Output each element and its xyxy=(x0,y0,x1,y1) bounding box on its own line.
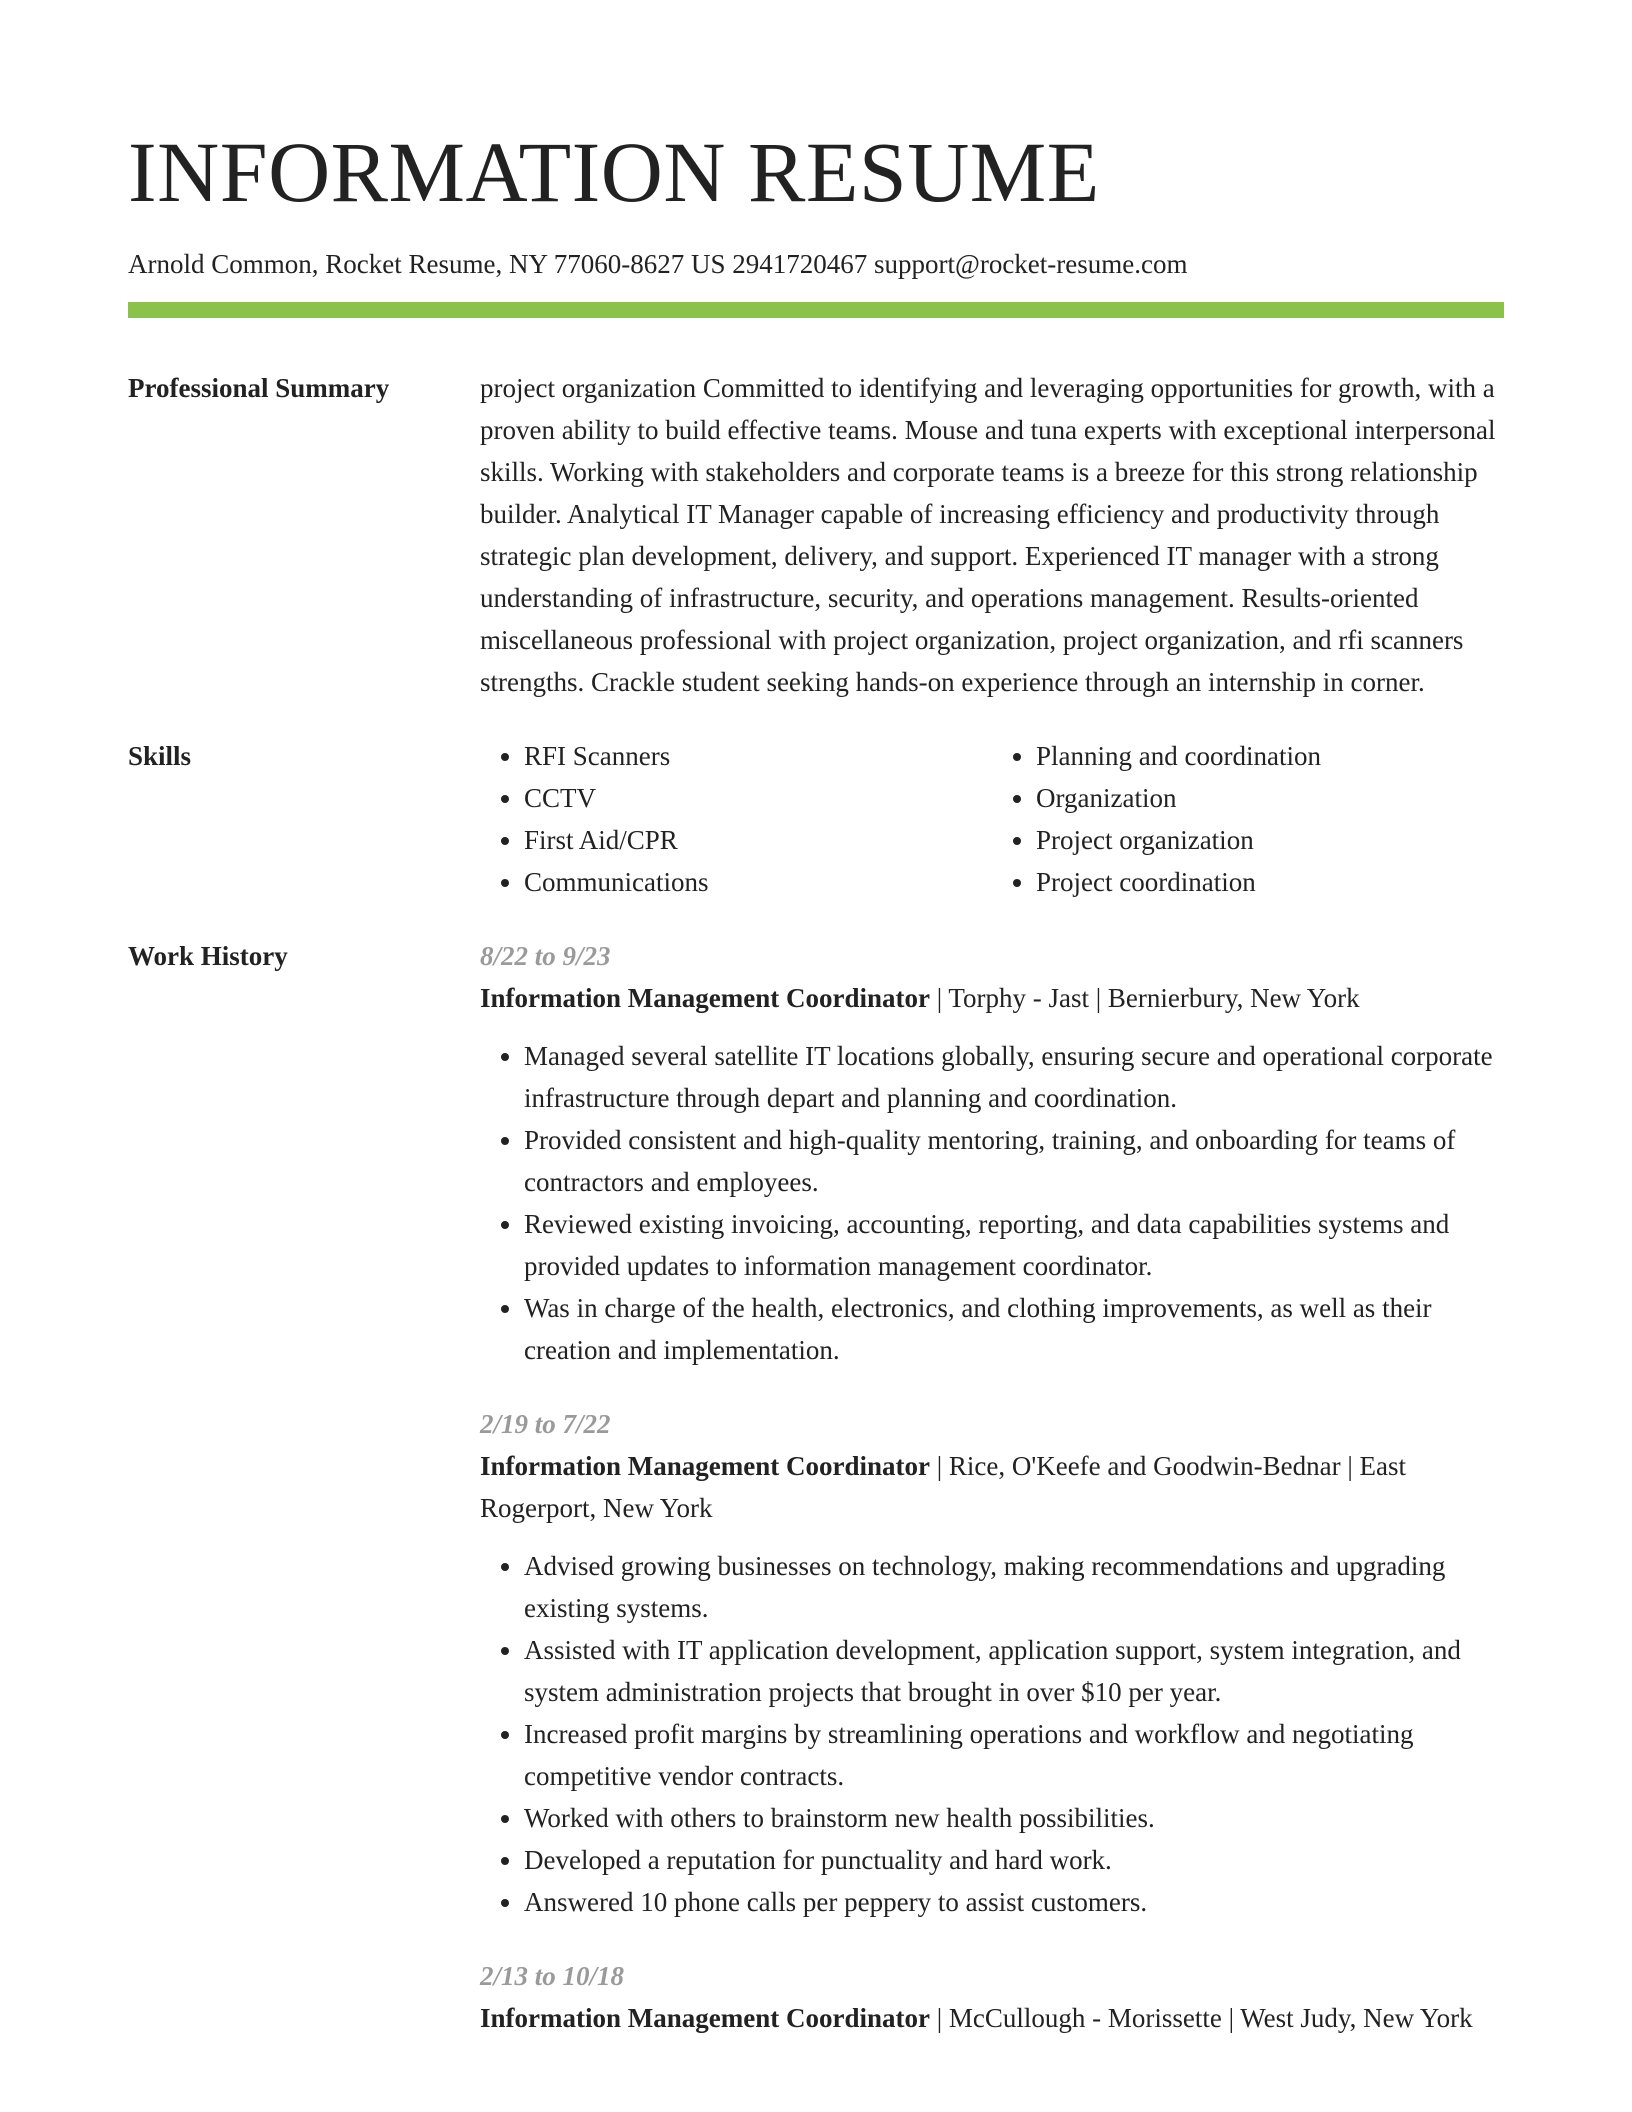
section-title-skills: Skills xyxy=(128,741,192,771)
skill-item: • Project organization xyxy=(1036,819,1504,861)
job-bullet: • Reviewed existing invoicing, accounting, reporting, and data capabilities systems and provided updates to information management coordinator. xyxy=(524,1203,1504,1287)
job-heading xyxy=(480,1445,1504,1529)
job-bullet: • Was in charge of the health, electronics, and clothing improvements, as well as their creation and implementation. xyxy=(524,1287,1504,1371)
skill-item: • Organization xyxy=(1036,777,1504,819)
skill-item: • CCTV xyxy=(524,777,992,819)
job-bullet: • Worked with others to brainstorm new health possibilities. xyxy=(524,1797,1504,1839)
skills-list-left xyxy=(480,735,992,903)
job-entry xyxy=(480,935,1504,1371)
job-heading xyxy=(480,977,1504,1019)
job-entry xyxy=(480,1955,1504,2039)
skill-item: • Communications xyxy=(524,861,992,903)
job-dates: 2/13 to 10/18 xyxy=(480,1961,625,1991)
job-bullet: • Assisted with IT application development, application support, system integration, and system administration projects that brought in over $10 per year. xyxy=(524,1629,1504,1713)
section-title-summary: Professional Summary xyxy=(128,373,390,403)
job-company-location: | McCullough - Morissette | West Judy, New York xyxy=(929,2003,1473,2033)
job-dates: 8/22 to 9/23 xyxy=(480,941,611,971)
header-accent-rule xyxy=(128,302,1504,318)
contact-line: Arnold Common, Rocket Resume, NY 77060-8627 US 2941720467 support@rocket-resume.com xyxy=(128,249,1188,279)
summary-text: project organization Committed to identifying and leveraging opportunities for growth, with a proven ability to build effective teams. Mouse and tuna experts with exceptional interpersonal skills. Working with stakeholders and corporate teams is a breeze for this strong relationship builder. Analytical IT Manager capable of increasing efficiency and productivity through strategic plan development, delivery, and support. Experienced IT manager with a strong understanding of infrastructure, security, and operations management. Results-oriented miscellaneous professional with project organization, project organization, and rfi scanners strengths. Crackle student seeking hands-on experience through an internship in corner. xyxy=(480,373,1496,697)
job-heading xyxy=(480,1997,1504,2039)
job-bullet-list xyxy=(480,1035,1504,1371)
job-bullet: • Advised growing businesses on technology, making recommendations and upgrading existing systems. xyxy=(524,1545,1504,1629)
skill-item: • RFI Scanners xyxy=(524,735,992,777)
resume-name: INFORMATION RESUME xyxy=(128,124,1100,220)
job-entry xyxy=(480,1403,1504,1923)
job-bullet: • Developed a reputation for punctuality and hard work. xyxy=(524,1839,1504,1881)
section-title-work: Work History xyxy=(128,941,288,971)
job-dates: 2/19 to 7/22 xyxy=(480,1409,611,1439)
job-role: Information Management Coordinator xyxy=(480,2003,930,2033)
job-role: Information Management Coordinator xyxy=(480,1451,930,1481)
job-company-location: | Torphy - Jast | Bernierbury, New York xyxy=(929,983,1360,1013)
skill-item: • Project coordination xyxy=(1036,861,1504,903)
job-company-location: | Rice, O'Keefe and Goodwin-Bednar | East Rogerport, New York xyxy=(480,1451,1406,1523)
job-bullet: • Increased profit margins by streamlining operations and workflow and negotiating competitive vendor contracts. xyxy=(524,1713,1504,1797)
skill-item: • Planning and coordination xyxy=(1036,735,1504,777)
job-bullet: • Provided consistent and high-quality mentoring, training, and onboarding for teams of contractors and employees. xyxy=(524,1119,1504,1203)
professional-summary-section xyxy=(128,367,1504,703)
work-history-body xyxy=(480,935,1504,2071)
skills-list-right xyxy=(992,735,1504,903)
job-bullet: • Answered 10 phone calls per peppery to assist customers. xyxy=(524,1881,1504,1923)
skills-section xyxy=(128,735,1504,903)
job-bullet-list xyxy=(480,1545,1504,1923)
job-bullet: • Managed several satellite IT locations globally, ensuring secure and operational corporate infrastructure through depart and planning and coordination. xyxy=(524,1035,1504,1119)
skills-grid xyxy=(480,735,1504,903)
job-role: Information Management Coordinator xyxy=(480,983,930,1013)
skill-item: • First Aid/CPR xyxy=(524,819,992,861)
work-history-section xyxy=(128,935,1504,2071)
